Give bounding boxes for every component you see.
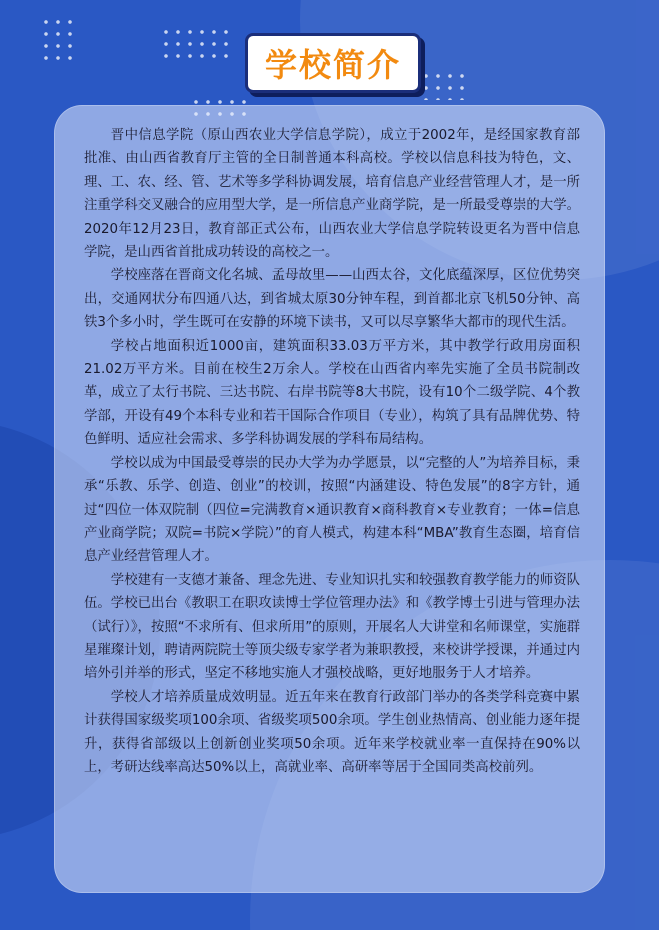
paragraph: 学校座落在晋商文化名城、孟母故里——山西太谷，文化底蕴深厚，区位优势突出，交通网状分布四通八达，到省城太原30分钟车程，到首都北京飞机50分钟、高铁3个多小时，学生既可在安静的环境下读书，又可以尽享繁华大都市的现代生活。 xyxy=(84,268,580,331)
paragraph: 学校人才培养质量成效明显。近五年来在教育行政部门举办的各类学科竞赛中累计获得国家级奖项100余项、省级奖项500余项。学生创业热情高、创业能力逐年提升，获得省部级以上创新创业奖项50余项。近年来学校就业率一直保持在90%以上，考研达线率高达50%以上，高就业率、高研率等居于全国同类高校前列。 xyxy=(84,689,580,775)
dot-pattern xyxy=(40,16,76,64)
paragraph: 晋中信息学院（原山西农业大学信息学院），成立于2002年，是经国家教育部批准、由山西省教育厅主管的全日制普通本科高校。学校以信息科技为特色，文、理、工、农、经、管、艺术等多学科协调发展，培育信息产业经营管理人才，是一所注重学科交叉融合的应用型大学，是一所信息产业商学院，是一所最受尊崇的大学。2020年12月23日，教育部正式公布，山西农业大学信息学院转设更名为晋中信息学院，是山西省首批成功转设的高校之一。 xyxy=(84,128,580,261)
paragraph: 学校建有一支德才兼备、理念先进、专业知识扎实和较强教育教学能力的师资队伍。学校已出台《教职工在职攻读博士学位管理办法》和《教学博士引进与管理办法（试行）》，按照“不求所有、但求所用”的原则，开展名人大讲堂和名师课堂，实施群星璀璨计划，聘请两院院士等顶尖级专家学者为兼职教授，来校讲学授课，并通过内培外引并举的形式，坚定不移地实施人才强校战略，更好地服务于人才培养。 xyxy=(84,572,580,682)
dot-pattern xyxy=(160,26,232,62)
page-title: 学校简介 xyxy=(264,46,401,84)
intro-text xyxy=(84,124,580,779)
paragraph: 学校占地面积近1000亩，建筑面积33.03万平方米，其中教学行政用房面积21.02万平方米。目前在校生2万余人。学校在山西省内率先实施了全员书院制改革，成立了太行书院、三达书院、右岸书院等8大书院，设有10个二级学院、4个教学部，开设有49个本科专业和若干国际合作项目（专业），构筑了具有品牌优势、特色鲜明、适应社会需求、多学科协调发展的学科布局结构。 xyxy=(84,338,580,448)
paragraph: 学校以成为中国最受尊崇的民办大学为办学愿景，以“完整的人”为培养目标，秉承“乐教、乐学、创造、创业”的校训，按照“内涵建设、特色发展”的8字方针，通过“四位一体双院制（四位=完满教育×通识教育×商科教育×专业教育；一体=信息产业商学院；双院=书院×学院）”的育人模式，构建本科“MBA”教育生态圈，培育信息产业经营管理人才。 xyxy=(84,455,580,565)
title-banner xyxy=(245,33,421,93)
dot-pattern xyxy=(420,70,468,100)
